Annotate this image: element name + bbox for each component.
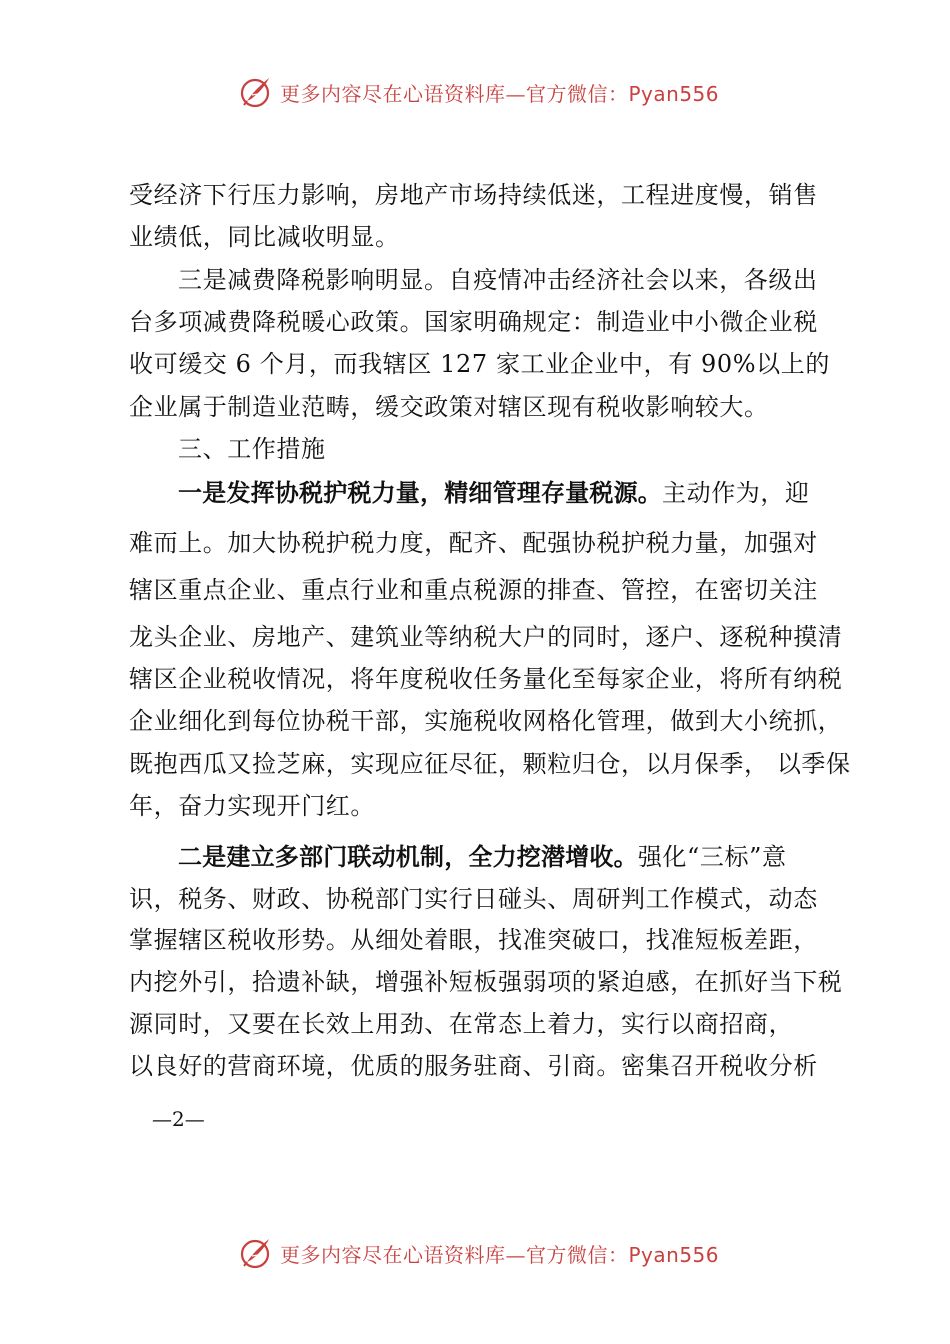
quill-logo-icon xyxy=(238,1235,274,1271)
body-line: 辖区重点企业、重点行业和重点税源的排查、管控，在密切关注 xyxy=(129,576,818,604)
banner-text xyxy=(280,78,719,107)
header-banner xyxy=(238,72,719,112)
banner-wechat-id: Pyan556 xyxy=(628,81,720,106)
body-line: 识，税务、财政、协税部门实行日碰头、周研判工作模式，动态 xyxy=(129,885,818,913)
section-heading: 三、工作措施 xyxy=(178,435,326,463)
body-line: 三是减费降税影响明显。自疫情冲击经济社会以来，各级出 xyxy=(178,266,818,294)
page-number: —2— xyxy=(152,1107,205,1131)
banner-label: 更多内容尽在心语资料库—官方微信： xyxy=(280,81,629,106)
footer-banner xyxy=(238,1233,719,1273)
banner-label: 更多内容尽在心语资料库—官方微信： xyxy=(280,1242,629,1267)
body-line: 以良好的营商环境，优质的服务驻商、引商。密集召开税收分析 xyxy=(129,1052,818,1080)
body-line: 既抱西瓜又捡芝麻，实现应征尽征，颗粒归仓，以月保季， 以季保 xyxy=(129,750,851,778)
banner-text xyxy=(280,1239,719,1268)
banner-wechat-id: Pyan556 xyxy=(628,1242,720,1267)
body-line: 源同时，又要在长效上用劲、在常态上着力，实行以商招商， xyxy=(129,1010,794,1038)
bold-lead: 二是建立多部门联动机制，全力挖潜增收。 xyxy=(178,843,638,871)
body-line: 难而上。加大协税护税力度，配齐、配强协税护税力量，加强对 xyxy=(129,529,818,557)
line-rest: 强化“三标”意 xyxy=(637,843,787,871)
body-line: 内挖外引，拾遗补缺，增强补短板强弱项的紧迫感，在抓好当下税 xyxy=(129,968,843,996)
body-line: 辖区企业税收情况，将年度税收任务量化至每家企业，将所有纳税 xyxy=(129,665,843,693)
body-line xyxy=(178,478,810,508)
body-line: 受经济下行压力影响，房地产市场持续低迷，工程进度慢，销售 xyxy=(129,181,818,209)
body-line: 台多项减费降税暖心政策。国家明确规定：制造业中小微企业税 xyxy=(129,308,818,336)
body-line: 企业细化到每位协税干部，实施税收网格化管理，做到大小统抓， xyxy=(129,707,843,735)
body-line: 年，奋力实现开门红。 xyxy=(129,792,375,820)
line-rest: 主动作为，迎 xyxy=(662,479,810,507)
bold-lead: 一是发挥协税护税力量，精细管理存量税源。 xyxy=(178,479,662,507)
body-line: 收可缓交 6 个月，而我辖区 127 家工业企业中，有 90%以上的 xyxy=(129,350,830,378)
body-line: 企业属于制造业范畴，缓交政策对辖区现有税收影响较大。 xyxy=(129,393,769,421)
body-line: 掌握辖区税收形势。从细处着眼，找准突破口，找准短板差距， xyxy=(129,926,818,954)
body-line: 龙头企业、房地产、建筑业等纳税大户的同时，逐户、逐税种摸清 xyxy=(129,623,843,651)
quill-logo-icon xyxy=(238,74,274,110)
body-line xyxy=(178,842,787,872)
body-line: 业绩低，同比减收明显。 xyxy=(129,223,400,251)
